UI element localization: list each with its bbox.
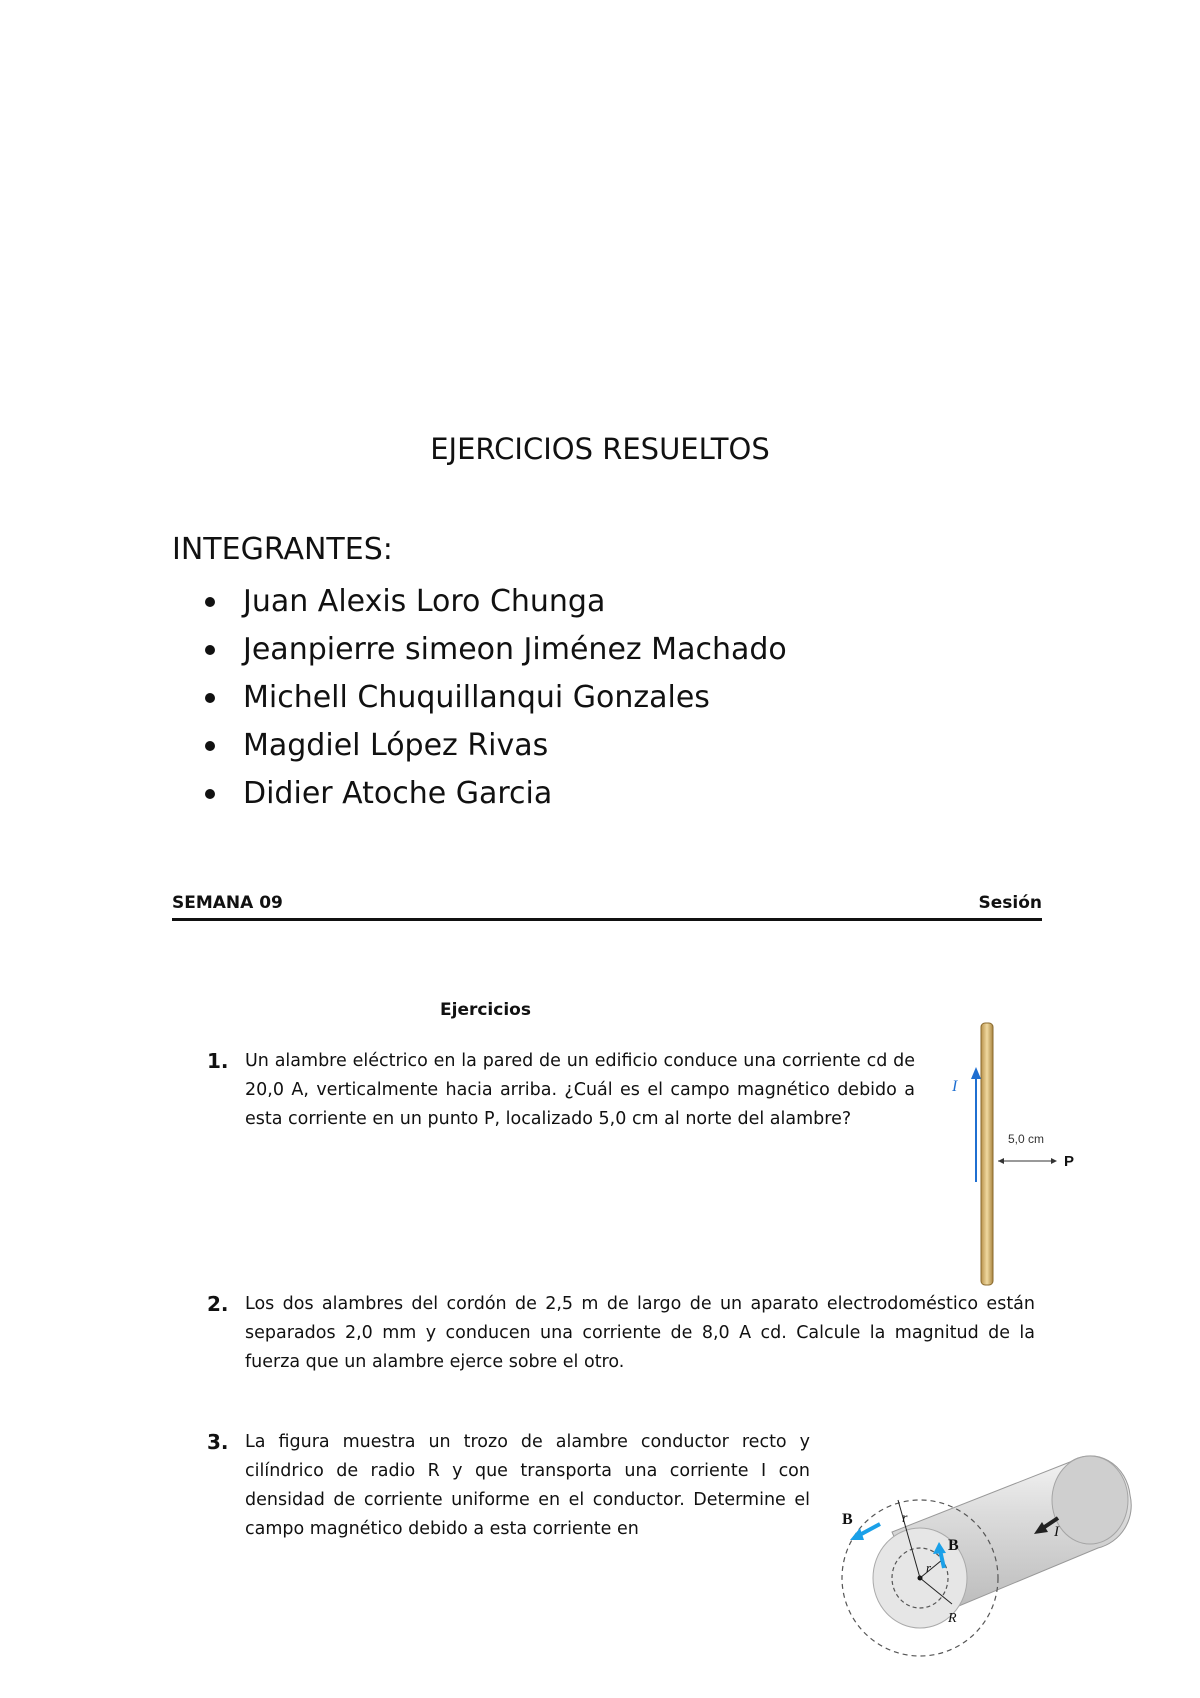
distance-arrow-left xyxy=(998,1158,1004,1164)
outer-field-label: B xyxy=(842,1511,853,1528)
exercise-2 xyxy=(207,1290,1035,1377)
list-item: Magdiel López Rivas xyxy=(205,722,787,770)
exercise-3 xyxy=(207,1428,810,1544)
cylinder-far-end xyxy=(1052,1456,1128,1544)
bullet-icon xyxy=(205,645,215,655)
inner-field-label: B xyxy=(948,1537,959,1554)
bullet-icon xyxy=(205,693,215,703)
exercise-text: Los dos alambres del cordón de 2,5 m de largo de un aparato electrodoméstico están separados 2,0 mm y conducen una corriente de 8,0 A cd. Calcule la magnitud de la fuerza que un alambre ejerce sobre el otro. xyxy=(245,1294,1035,1372)
exercise-text: Un alambre eléctrico en la pared de un edificio conduce una corriente cd de 20,0 A, verticalmente hacia arriba. ¿Cuál es el campo magnético debido a esta corriente en un punto P, localizado 5,0 cm al norte del alambre? xyxy=(245,1051,915,1129)
exercise-number: 3. xyxy=(207,1430,229,1454)
cylinder-radius-label: R xyxy=(948,1611,957,1626)
inner-radius-label: r xyxy=(926,1560,932,1575)
wire xyxy=(981,1023,993,1285)
members-list xyxy=(205,578,787,818)
outer-field-arrow-head xyxy=(850,1528,864,1540)
cylinder-current-label: I xyxy=(1054,1524,1059,1540)
bullet-icon xyxy=(205,789,215,799)
bullet-icon xyxy=(205,597,215,607)
cylinder-figure xyxy=(840,1440,1140,1690)
exercise-text: La figura muestra un trozo de alambre conductor recto y cilíndrico de radio R y que transporta una corriente I con densidad de corriente uniforme en el conductor. Determine el campo magnético debido a esta corriente en xyxy=(245,1432,810,1539)
current-arrow-head xyxy=(971,1067,981,1079)
list-item: Jeanpierre simeon Jiménez Machado xyxy=(205,626,787,674)
outer-radius-label: r xyxy=(902,1511,908,1526)
wire-figure xyxy=(940,1015,1100,1295)
exercise-1 xyxy=(207,1047,915,1134)
bullet-icon xyxy=(205,741,215,751)
list-item: Michell Chuquillanqui Gonzales xyxy=(205,674,787,722)
exercise-number: 2. xyxy=(207,1292,229,1316)
point-p-label: P xyxy=(1064,1153,1075,1170)
week-label: SEMANA 09 xyxy=(172,893,283,913)
members-heading: INTEGRANTES: xyxy=(172,532,393,567)
current-label: I xyxy=(952,1078,958,1095)
page-title: EJERCICIOS RESUELTOS xyxy=(430,432,770,466)
divider xyxy=(172,918,1042,921)
distance-label: 5,0 cm xyxy=(1008,1132,1045,1146)
session-label: Sesión xyxy=(978,893,1042,913)
week-header xyxy=(172,893,1042,913)
distance-arrow-right xyxy=(1051,1158,1057,1164)
list-item: Juan Alexis Loro Chunga xyxy=(205,578,787,626)
exercises-heading: Ejercicios xyxy=(440,1000,531,1020)
list-item: Didier Atoche Garcia xyxy=(205,770,787,818)
exercise-number: 1. xyxy=(207,1049,229,1073)
